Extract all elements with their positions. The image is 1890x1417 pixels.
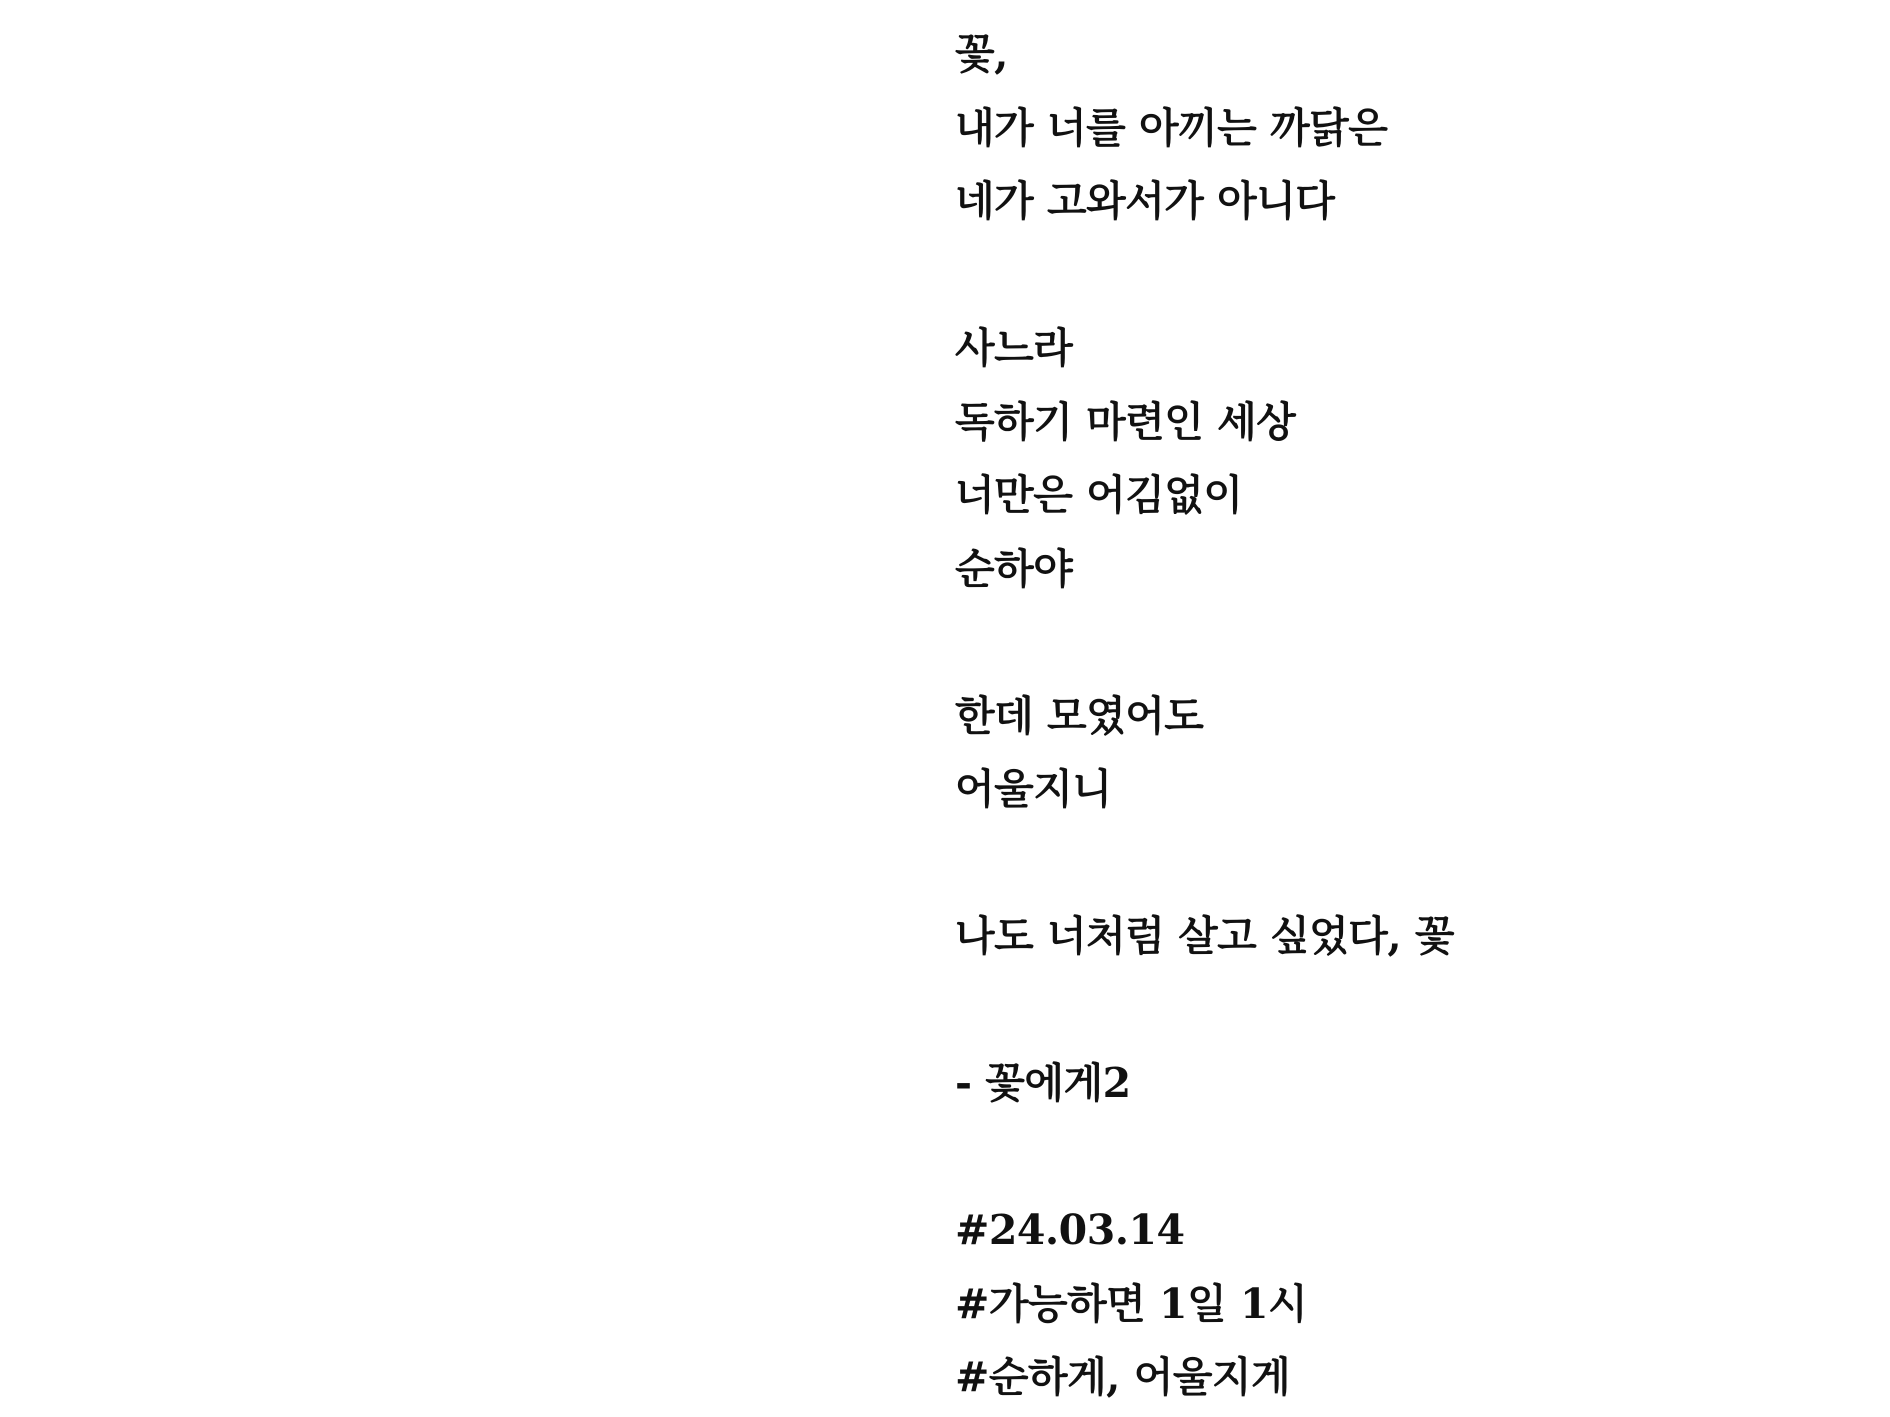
poem-line: 나도 너처럼 살고 싶었다, 꽃 xyxy=(955,912,1455,960)
poem-line: 한데 모였어도 xyxy=(955,691,1204,740)
hashtag-date: #24.03.14 xyxy=(955,1206,1185,1254)
poem-signature: - 꽃에게2 xyxy=(955,1059,1131,1107)
poem-line: 독하기 마련인 세상 xyxy=(955,397,1296,446)
hashtag: #순하게, 어울지게 xyxy=(955,1353,1291,1401)
stanza-break xyxy=(955,974,1855,1048)
poem-line: 순하야 xyxy=(955,544,1073,593)
poem-line: 내가 너를 아끼는 까닭은 xyxy=(955,103,1388,152)
stanza-break xyxy=(955,606,1855,680)
poem-line: 사느라 xyxy=(955,324,1073,372)
poem-text xyxy=(955,18,1855,1415)
stanza-break xyxy=(955,827,1855,901)
poem-line: 꽃, xyxy=(955,30,1008,78)
poem-line: 네가 고와서가 아니다 xyxy=(955,177,1335,225)
stanza-break xyxy=(955,1121,1855,1195)
poem-line: 어울지니 xyxy=(955,765,1112,813)
hashtag: #가능하면 1일 1시 xyxy=(955,1279,1308,1328)
poem-line: 너만은 어김없이 xyxy=(955,471,1243,519)
stanza-break xyxy=(955,239,1855,313)
